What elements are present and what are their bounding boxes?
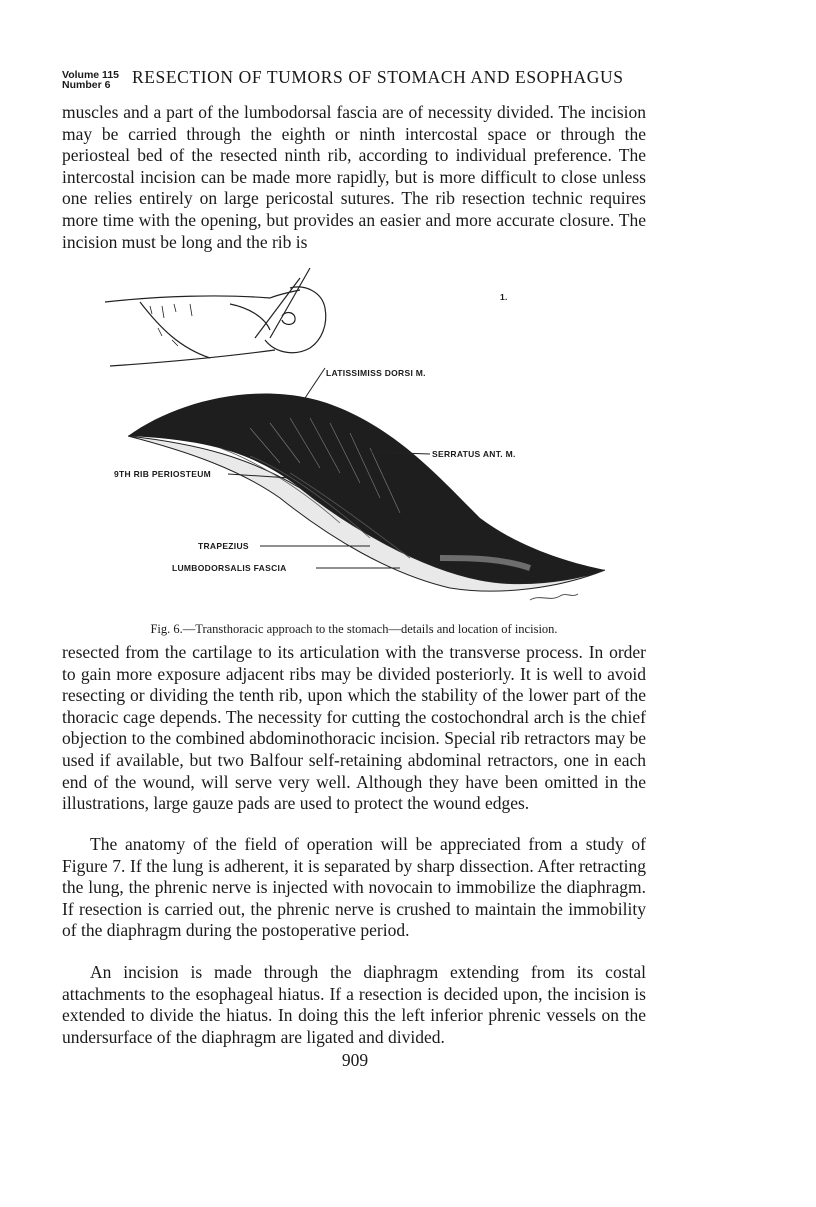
body-position-inset: [105, 268, 326, 366]
label-latissimus: LATISSIMISS DORSI M.: [326, 368, 426, 378]
issue-number: Number 6: [62, 79, 111, 91]
figure-6: [100, 258, 620, 618]
label-serratus: SERRATUS ANT. M.: [432, 449, 516, 459]
inset-number: 1.: [500, 292, 508, 302]
label-trapezius: TRAPEZIUS: [198, 541, 249, 551]
label-fascia: LUMBODORSALIS FASCIA: [172, 563, 287, 573]
artist-signature: [530, 594, 578, 600]
paragraph-3: The anatomy of the field of operation will be appreciated from a study of Figure 7. If the lung is adherent, it is separated by sharp dissection. After retracting the lung, the phrenic nerve is injected with novocain to immobilize the diaphragm. If resection is carried out, the phrenic nerve is crushed to maintain the immobility of the diaphragm during the postoperative period.: [62, 834, 646, 941]
volume-number: Volume 115: [62, 69, 120, 81]
running-title: RESECTION OF TUMORS OF STOMACH AND ESOPHAGUS: [132, 67, 624, 87]
label-periosteum: 9TH RIB PERIOSTEUM: [114, 469, 212, 479]
paragraph-1: muscles and a part of the lumbodorsal fascia are of necessity divided. The incision may be carried through the eighth or ninth intercostal space or through the periosteal bed of the resected ninth rib, according to individual preference. The intercostal incision can be made more rapidly, but is more difficult to close unless one relies entirely on large pericostal sutures. The rib resection technic requires more time with the opening, but provides an easier and more accurate closure. The incision must be long and the rib is: [62, 102, 646, 252]
page-number: 909: [341, 1050, 369, 1070]
paragraph-4: An incision is made through the diaphragm extending from its costal attachments to the esophageal hiatus. If a resection is decided upon, the incision is extended to divide the hiatus. In doing this the left inferior phrenic vessels on the undersurface of the diaphragm are ligated and divided.: [62, 962, 646, 1047]
paragraph-2: resected from the cartilage to its articulation with the transverse process. In order to gain more exposure adjacent ribs may be divided posteriorly. It is well to avoid resecting or dividing the tenth rib, upon which the stability of the lower part of the thoracic cage depends. The necessity for cutting the costochondral arch is the chief objection to the combined abdominothoracic incision. Special rib retractors may be used if available, but two Balfour self-retaining abdominal retractors, one in each end of the wound, will serve very well. Although they have been omitted in the illustrations, large gauze pads are used to protect the wound edges.: [62, 642, 646, 814]
figure-caption: Fig. 6.—Transthoracic approach to the stomach—details and location of incision.: [150, 622, 558, 636]
volume-info: [62, 70, 119, 90]
muscle-flap: [128, 393, 605, 591]
anatomical-illustration: [100, 258, 620, 618]
